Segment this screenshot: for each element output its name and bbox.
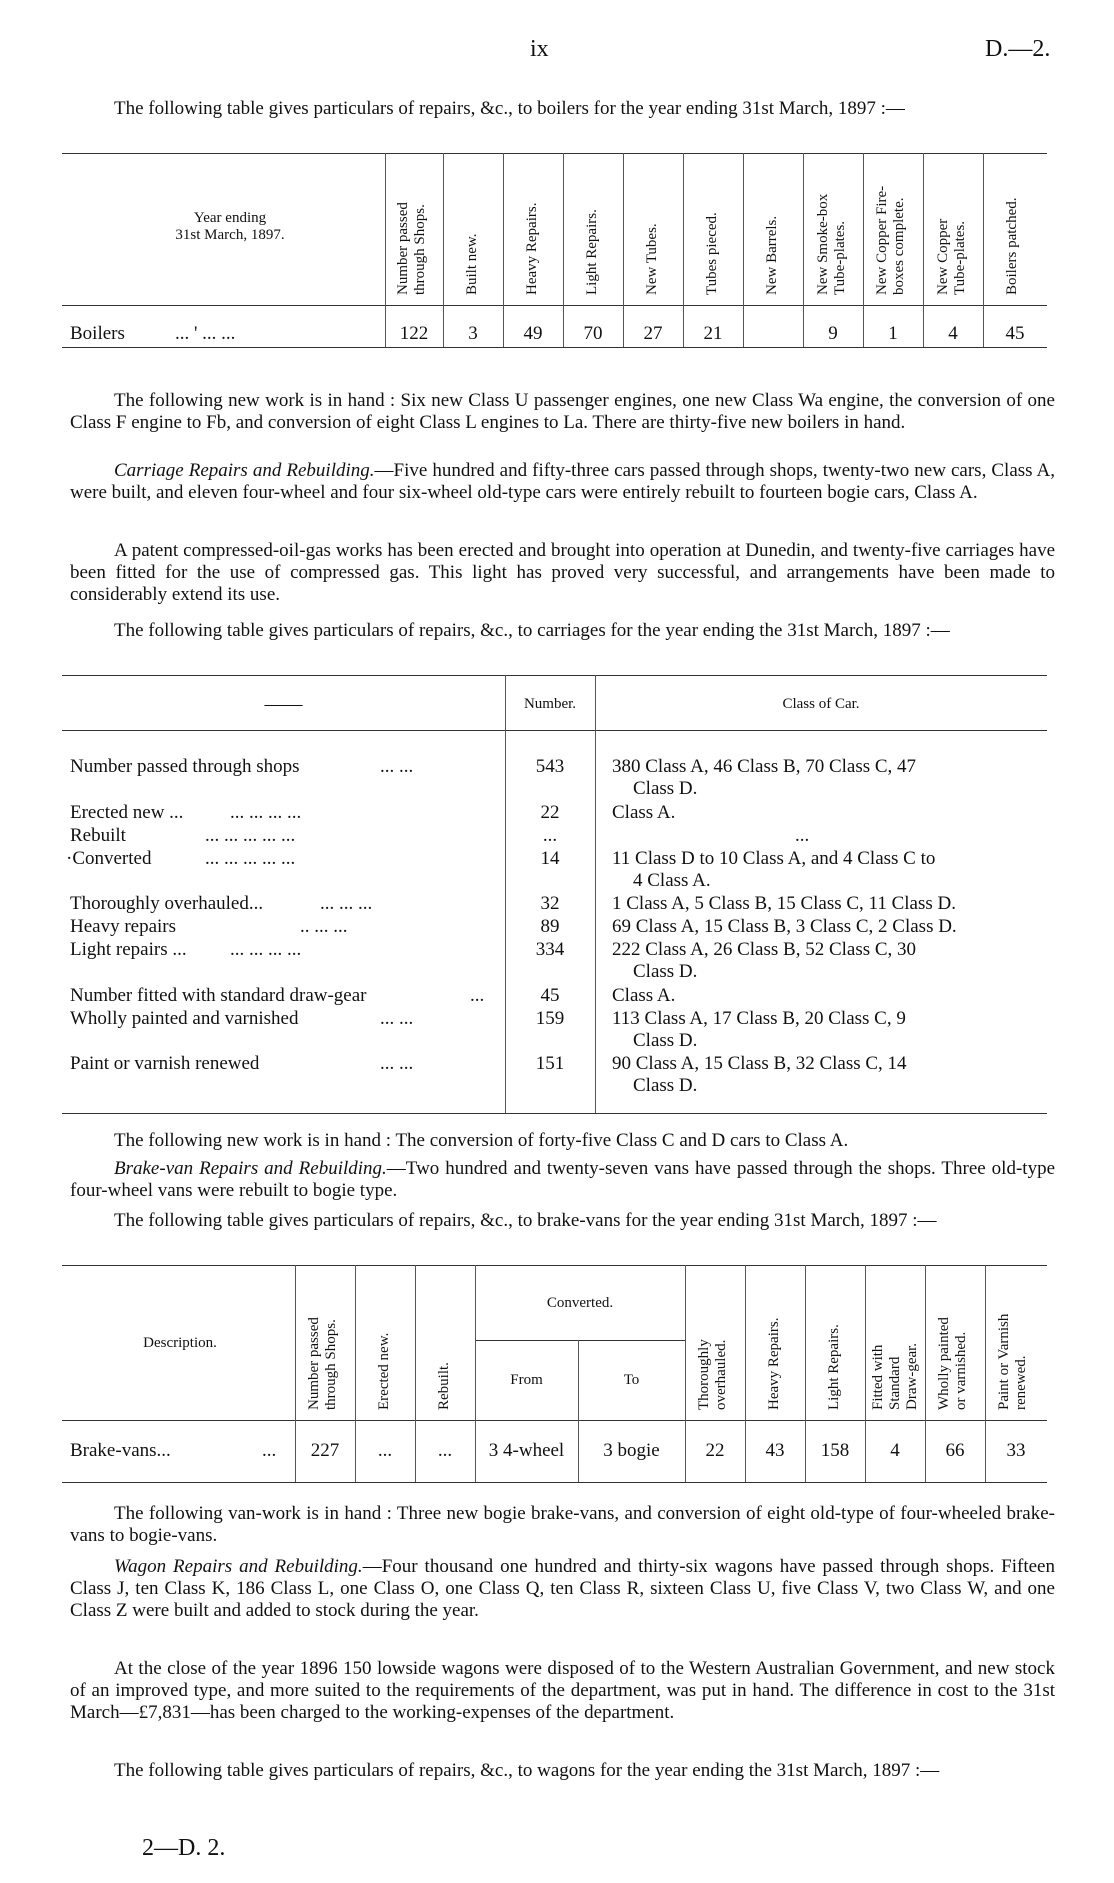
boilers-value-new-tubes: 27 (643, 323, 663, 344)
year-header: Year ending 31st March, 1897. (175, 210, 285, 243)
lowside-paragraph: At the close of the year 1896 150 lowside wagons were disposed of to the Western Australian Government, and new stock of an improved type, and more suited to the requirements of the department, was put in hand. The difference in cost to the 31st March—£7,831—has been charged to the working-expenses of the department. (70, 1658, 1055, 1723)
intro-brakevans: The following table gives particulars of repairs, &c., to brake-vans for the year ending 31st March, 1897 :— (114, 1210, 937, 1231)
carriage-paragraph (70, 460, 1055, 504)
van-work-paragraph: The following van-work is in hand : Three new bogie brake-vans, and conversion of eight old-type of four-wheeled brake-vans to bogie-vans. (70, 1503, 1055, 1546)
boilers-value-fireboxes: 1 (888, 323, 898, 344)
converted-to-header: To (623, 1372, 640, 1388)
brakevans-value-heavy: 43 (765, 1440, 785, 1461)
boilers-value-tubes-pieced: 21 (703, 323, 723, 344)
page-number: ix (530, 36, 549, 62)
brakevans-value-light: 158 (820, 1440, 850, 1461)
boilers-value-smokebox: 9 (828, 323, 838, 344)
carriage-heading: Carriage Repairs and Rebuilding. (114, 460, 375, 481)
gas-paragraph: A patent compressed-oil-gas works has been erected and brought into operation at Dunedin, and twenty-five carriages have been fitted for the use of compressed gas. This light has proved very successful, and arrangements have been made to considerably extend its use. (70, 540, 1055, 605)
col-tubes-pieced: Tubes pieced. (704, 212, 720, 295)
col-rebuilt: Rebuilt. (436, 1362, 452, 1410)
brakevans-value-overhauled: 22 (705, 1440, 725, 1461)
boilers-value-heavy: 49 (523, 323, 543, 344)
page-footer: 2—D. 2. (142, 1835, 226, 1861)
col-heavy-repairs: Heavy Repairs. (524, 202, 540, 295)
carriages-header-number: Number. (523, 696, 577, 712)
converted-header: Converted. (546, 1295, 614, 1311)
carriages-header-dash: —— (264, 694, 303, 715)
brakevans-value-to: 3 bogie (603, 1440, 660, 1461)
brakevans-value-passed: 227 (310, 1440, 340, 1461)
new-work-paragraph-2: The following new work is in hand : The conversion of forty-five Class C and D cars to Class A. (114, 1130, 849, 1151)
boilers-row-dots: ... ' ... ... (175, 323, 236, 344)
intro-wagons: The following table gives particulars of repairs, &c., to wagons for the year ending the 31st March, 1897 :— (114, 1760, 940, 1781)
converted-from-header: From (510, 1372, 543, 1388)
wagon-text: —Four thousand one hundred and thirty-six wagons have passed through shops. Fifteen Class J, ten Class K, 186 Class L, one Class O, one Class Q, ten Class R, sixteen Class U, five Class V, two Class W, and one Class Z were built and added to stock during the year. (70, 1556, 1055, 1621)
brakevans-value-fitted: 4 (890, 1440, 900, 1461)
carriages-header-class: Class of Car. (782, 696, 860, 712)
brakevans-value-erected: ... (377, 1440, 393, 1461)
brake-paragraph (70, 1158, 1055, 1202)
col-new-smokebox: New Smoke-box Tube-plates. (815, 193, 848, 295)
col-light-repairs: Light Repairs. (584, 209, 600, 295)
boilers-value-tubeplates: 4 (948, 323, 958, 344)
boilers-value-passed: 122 (399, 323, 429, 344)
col-light-repairs: Light Repairs. (826, 1324, 842, 1410)
col-overhauled: Thoroughly overhauled. (696, 1339, 729, 1410)
col-heavy-repairs: Heavy Repairs. (766, 1317, 782, 1410)
intro-carriages: The following table gives particulars of repairs, &c., to carriages for the year ending the 31st March, 1897 :— (114, 620, 950, 641)
brakevans-value-from: 3 4-wheel (488, 1440, 565, 1461)
carriage-text: —Five hundred and fifty-three cars passed through shops, twenty-two new cars, Class A, were built, and eleven four-wheel and four six-wheel old-type cars were entirely rebuilt to fourteen bogie cars, Class A. (70, 460, 1056, 503)
col-new-copper-tubeplates: New Copper Tube-plates. (935, 218, 968, 295)
brakevans-row-dots: ... (262, 1440, 277, 1461)
description-header: Description. (143, 1335, 217, 1351)
brakevans-value-rebuilt: ... (437, 1440, 453, 1461)
col-new-tubes: New Tubes. (644, 223, 660, 295)
col-fitted-drawgear: Fitted with Standard Draw-gear. (870, 1342, 920, 1410)
wagon-paragraph (70, 1556, 1055, 1622)
col-new-barrels: New Barrels. (764, 215, 780, 295)
brake-text: —Two hundred and twenty-seven vans have passed through the shops. Three old-type four-wheel vans were rebuilt to bogie type. (70, 1158, 1055, 1201)
new-work-paragraph: The following new work is in hand : Six new Class U passenger engines, one new Class Wa engine, the conversion of one Class F engine to Fb, and conversion of eight Class L engines to La. There are thirty-five new boilers in hand. (70, 390, 1055, 433)
col-erected-new: Erected new. (376, 1332, 392, 1410)
document-page: ix D.—2. The following table gives particulars of repairs, &c., to boilers for the year ending 31st March, 1897 :— Year ending 31st March, 1897. Number passed through Shops. Built new. Heavy Repairs. Light Repairs. New Tubes. Tubes pieced. New Barrels. New Smoke-box Tube-plates. New Copper Fire- boxes complete. New Copper Tube-plates. Boilers patched. Boilers ... ' ... ... 122 3 49 70 27 21 9 1 4 45 The following new work is in hand : Six new Class U passenger engines, one new Class Wa engine, the conversion of one Class F engine to Fb, and conversion of eight Class L engines to La. There are thirty-five new boilers in hand. Carriage Repairs and Rebuilding.—Five hundred and fifty-three cars passed through shops, twenty-two new cars, Class A, were built, and eleven four-wheel and four six-wheel old-type cars were entirely rebuilt to fourteen bogie cars, Class A. A patent compressed-oil-gas works has been erected and brought into operation at Dunedin, and twenty-five carriages have been fitted for the use of compressed gas. This light has proved very successful, and arrangements have been made to considerably extend its use. The following table gives particulars of repairs, &c., to carriages for the year ending the 31st March, 1897 :— —— Number. Class of Car. Number passed through shops ... ... 543 380 Class A, 46 Class B, 70 Class C, 47 Class D. Erected new ... ... ... ... ... 22 Class A. Rebuilt ... ... ... ... ... ... ... ·Converted ... ... ... ... ... 14 11 Class D to 10 Class A, and 4 Class C to 4 Class A. Thoroughly overhauled... ... ... ... 32 1 Class A, 5 Class B, 15 Class C, 11 Class D. Heavy repairs .. ... ... 89 69 Class A, 15 Class B, 3 Class C, 2 Class D. Light repairs ... ... ... ... ... 334 222 Class A, 26 Class B, 52 Class C, 30 Class D. Number fitted with standard draw-gear ... 45 Class A. Wholly painted and varnished ... ... 159 113 Class A, 17 Class B, 20 Class C, 9 Class D. Paint or varnish renewed ... ... 151 90 Class A, 15 Class B, 32 Class C, 14 Class D. The following new work is in hand : The conversion of forty-five Class C and D cars to Class A. Brake-van Repairs and Rebuilding.—Two hundred and twenty-seven vans have passed through the shops. Three old-type four-wheel vans were rebuilt to bogie type. The following table gives particulars of repairs, &c., to brake-vans for the year ending 31st March, 1897 :— Description. Converted. From To Number passed through Shops. Erected new. Rebuilt. Thoroughly overhauled. Heavy Repairs. Light Repairs. Fitted with Standard Draw-gear. Wholly painted or varnished. Paint or Varnish renewed. Brake-vans... ... 227 ... ... 3 4-wheel 3 bogie 22 43 158 4 66 33 The following van-work is in hand : Three new bogie brake-vans, and conversion of eight old-type of four-wheeled brake-vans to bogie-vans. Wagon Repairs and Rebuilding.—Four thousand one hundred and thirty-six wagons have passed through shops. Fifteen Class J, ten Class K, 186 Class L, one Class O, one Class Q, ten Class R, sixteen Class U, five Class V, two Class W, and one Class Z were built and added to stock during the year. At the close of the year 1896 150 lowside wagons were disposed of to the Western Australian Government, and new stock of an improved type, and more suited to the requirements of the department, was put in hand. The difference in cost to the 31st March—£7,831—has been charged to the working-expenses of the department. The following table gives particulars of repairs, &c., to wagons for the year ending the 31st March, 1897 :— 2—D. 2. (0, 0, 1114, 1883)
brake-heading: Brake-van Repairs and Rebuilding. (114, 1158, 387, 1179)
boilers-row-label: Boilers (70, 323, 125, 344)
col-boilers-patched: Boilers patched. (1004, 197, 1020, 295)
col-number-passed: Number passed through Shops. (306, 1317, 339, 1410)
col-paint-renewed: Paint or Varnish renewed. (996, 1313, 1029, 1410)
boilers-value-built-new: 3 (468, 323, 478, 344)
col-number-passed: Number passed through Shops. (395, 202, 428, 295)
brakevans-row-label: Brake-vans... (70, 1440, 171, 1461)
intro-boilers: The following table gives particulars of repairs, &c., to boilers for the year ending 31st March, 1897 :— (114, 98, 905, 119)
col-wholly-painted: Wholly painted or varnished. (936, 1317, 969, 1410)
boilers-value-patched: 45 (1005, 323, 1025, 344)
brakevans-value-painted: 66 (945, 1440, 965, 1461)
boilers-value-light: 70 (583, 323, 603, 344)
brakevans-value-renewed: 33 (1006, 1440, 1026, 1461)
document-reference: D.—2. (985, 36, 1051, 62)
wagon-heading: Wagon Repairs and Rebuilding. (114, 1556, 363, 1577)
col-new-copper-fireboxes: New Copper Fire- boxes complete. (874, 185, 907, 295)
col-built-new: Built new. (464, 233, 480, 295)
